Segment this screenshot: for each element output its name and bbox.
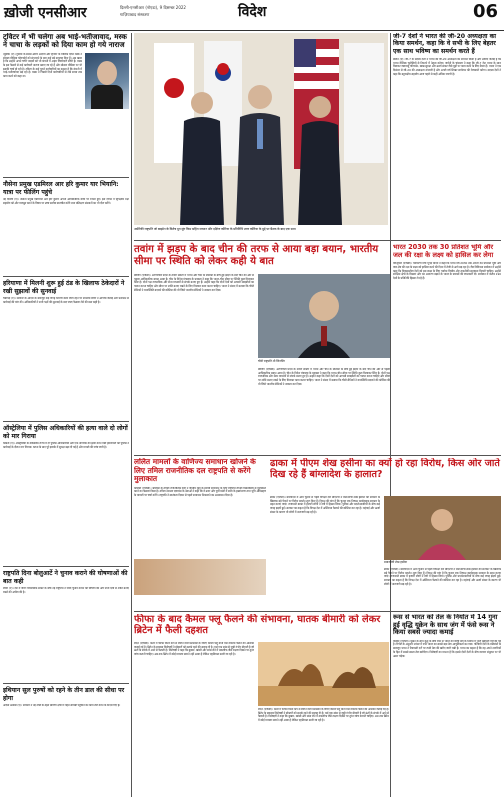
twitter-article — [3, 33, 129, 173]
sukhdev-headline: हरियाणा में मिलनी शुरू हुई ठंड के खिलाफ ठेकेदारों ने रखी सुझावों की सुनवाई — [3, 280, 125, 295]
g20-article — [393, 33, 501, 238]
main-photo-caption: अमेरिकी राष्ट्रपति जो बाइडेन के विशेष दूत सुंग किम सहित जापान और दक्षिण कोरिया के प्रतिनिधि उत्तर कोरिया के मुद्दे पर बैठक के बाद एक साथ — [134, 227, 296, 231]
tamil-article — [134, 458, 266, 608]
fifa-body-cont-text: लंदन (एजेंसी)। कतर में फीफा विश्व कप से लौटने वाले प्रशंसकों के जरिए कैमल फ्लू यानी मर्स वायरस फैलने की आशंका जताई गई है। ब्रिटेन के स्वास्थ्य विशेषज्ञों ने डॉक्टरों को सतर्क रहने की सलाह दी है। मर्स एक सांस से जुड़ी गंभीर बीमारी है जो ऊंटों के संपर्क में आने से फैलती है। विशेषज्ञों ने कहा कि बुखार, खांसी और सांस लेने में तकलीफ जैसे लक्षण दिखने पर तुरंत जांच करानी चाहिए। अब तक ब्रिटेन में कोई मामला सामने नहीं आया है लेकिन एहतियात बरती जा रही है। — [258, 708, 389, 723]
left-column — [3, 33, 129, 797]
twitter-body: न्यूयॉर्क (ए)। दुनिया के सबसे अमीर आदमी और ट्विटर के मालिक एलन मस्क ने सोशल मीडिया प्लेटफॉर्म को संभालने के बाद कई बड़े बदलाव किए हैं। अब खबर है कि उन्होंने अपने चचेरे भाइयों को भी कंपनी में अहम जिम्मेदारी सौंपी है। मस्क के इस फैसले से कई कर्मचारी नाराज बताए जा रहे हैं और सोशल मीडिया पर भी इसकी चर्चा हो रही है। ट्विटर के कई पुराने कर्मचारियों का कहना है कि कंपनी में भाई-भतीजावाद बढ़ रहा है। मस्क ने पिछले दिनों कर्मचारियों से लंबे समय तक काम करने को कहा था। — [3, 52, 82, 79]
russia-vote-body: लीमा (ए)। देश में जारी राजनीतिक संकट के बीच नई राष्ट्रपति ने जल्द चुनाव कराने की घोषणा की और सभी दलों से शांति बनाए रखने की अपील की है। — [3, 586, 129, 594]
nauru-headline: नौसेना प्रमुख एडमिरल आर हरि कुमार यार भियानि: यात्रा पर फीलिंग पहुंचे — [3, 181, 119, 196]
musk-photo — [85, 53, 129, 109]
hasina-caption: प्रधानमंत्री शेख हसीना — [384, 560, 408, 564]
tawang-body-cont — [258, 368, 390, 450]
xi-caption: चीनी राष्ट्रपति शी जिनपिंग — [258, 359, 285, 363]
masthead-edition: गाज़ियाबाद संस्करण — [120, 12, 150, 17]
fifa-body: लंदन (एजेंसी)। कतर में फीफा विश्व कप से लौटने वाले प्रशंसकों के जरिए कैमल फ्लू यानी मर्स वायरस फैलने की आशंका जताई गई है। ब्रिटेन के स्वास्थ्य विशेषज्ञों ने डॉक्टरों को सतर्क रहने की सलाह दी है। मर्स एक सांस से जुड़ी गंभीर बीमारी है जो ऊंटों के संपर्क में आने से फैलती है। विशेषज्ञों ने कहा कि बुखार, खांसी और सांस लेने में तकलीफ जैसे लक्षण दिखने पर तुरंत जांच करानी चाहिए। अब तक ब्रिटेन में कोई मामला सामने नहीं आया है लेकिन एहतियात बरती जा रही है। — [134, 642, 254, 657]
australia-article — [3, 425, 129, 561]
tawang-body-cont-text: बीजिंग (एजेंसी)। अरुणाचल प्रदेश के तवांग सेक्टर में भारत और चीन के सैनिकों के बीच हुई झड़प के बाद चीन की ओर से पहला आधिकारिक बयान आया है। चीन के विदेश मंत्रालय के प्रवक्ता ने कहा कि भारत-चीन सीमा पर स्थिति कुल मिलाकर स्थिर है। दोनों पक्ष राजनयिक और सैन्य माध्यमों से संपर्क बनाए हुए हैं। उन्होंने कहा कि दोनों देशों को आपसी समझौतों का पालन करना चाहिए और सीमा पर शांति बनाए रखने के लिए मिलकर काम करना चाहिए। भारत ने संसद में बताया कि चीनी सैनिकों ने यथास्थिति बदलने की कोशिश की थी जिसे भारतीय सैनिकों ने नाकाम कर दिया। — [258, 368, 390, 386]
russia-vote-article — [3, 570, 129, 678]
nauru-body: नई दिल्ली (ए)। नौसेना प्रमुख एडमिरल आर हरि कुमार अपनी आधिकारिक यात्रा पर रवाना हुए। इस दौरान वे द्विपक्षीय रक्षा सहयोग को और मजबूत करने के विषय पर उच्च स्तरीय बातचीत करेंगे तथा प्रशिक्षण संस्थानों का भी दौरा करेंगे। — [3, 197, 129, 205]
russia-oil-body: मॉस्को (एजेंसी)। यूक्रेन के साथ युद्ध के बीच रूस से भारत को कच्चे तेल के निर्यात में भारी बढ़ोतरी दर्ज की गई है। रिपोर्ट के अनुसार नवंबर में रूस भारत का सबसे बड़ा तेल आपूर्तिकर्ता बन गया। पश्चिमी देशों के प्रतिबंधों के बावजूद भारत ने रियायती दरों पर रूसी तेल की खरीद जारी रखी है। भारत का कहना है कि वह अपने नागरिकों के हित में सबसे सस्ता तेल खरीदेगा। विशेषज्ञों का मानना है कि इससे दोनों देशों के बीच व्यापार संतुलन पर भी असर पड़ेगा। — [393, 639, 501, 658]
bangladesh-headline: ढाका में पीएम शेख हसीना का क्यों हो रहा विरोध, किस ओर जाते दिख रहे हैं बांग्लादेश के हालात? — [270, 458, 500, 481]
bangladesh-body-cont-text: ढाका (एजेंसी)। बांग्लादेश में आम चुनाव से पहले विपक्षी दल बीएनपी ने प्रधानमंत्री शेख हसीना की सरकार के खिलाफ बड़े पैमाने पर विरोध प्रदर्शन शुरू किए हैं। विपक्ष की मांग है कि चुनाव एक निष्पक्ष कार्यवाहक सरकार के तहत कराए जाएं। राजधानी ढाका में हजारों लोगों ने रैली में हिस्सा लिया। पुलिस और प्रदर्शनकारियों के बीच कई जगह झड़पें हुईं। सरकार का कहना है कि विपक्ष देश में अस्थिरता फैलाने की कोशिश कर रहा है। महंगाई और ऊर्जा संकट के कारण भी लोगों में नाराजगी बढ़ रही है। — [384, 568, 501, 586]
tamil-photo — [134, 559, 266, 595]
bottom-left-headline: इथियान सुल पुरुषों को रहने के तीन डाल की सीधा पर होगा — [3, 687, 125, 702]
twitter-headline: ट्विटर में भी चलेगा अब भाई-भतीजावाद, मस्क ने चाचा के लड़कों को दिया काम हो गये नाराज — [3, 33, 127, 50]
russia-oil-article — [393, 614, 501, 798]
india2030-article — [393, 244, 501, 452]
camel-photo — [258, 642, 389, 706]
diplomats-photo — [134, 33, 388, 225]
bangladesh-article — [270, 458, 501, 608]
sukhdev-body: चंडीगढ़ (ए)। सरकार के आदेश के बावजूद कई जगह निर्माण कार्य जारी रहने पर स्थानीय लोगों ने आपत्ति जताई और प्रशासन से कार्रवाई की मांग की। अधिकारियों ने सभी पक्षों की सुनवाई के बाद जल्द फैसला लेने की बात कही है। — [3, 296, 129, 304]
masthead-brand: ख़ोजी एनसीआर — [4, 5, 87, 21]
tawang-body: बीजिंग (एजेंसी)। अरुणाचल प्रदेश के तवांग सेक्टर में भारत और चीन के सैनिकों के बीच हुई झड़प के बाद चीन की ओर से पहला आधिकारिक बयान आया है। चीन के विदेश मंत्रालय के प्रवक्ता ने कहा कि भारत-चीन सीमा पर स्थिति कुल मिलाकर स्थिर है। दोनों पक्ष राजनयिक और सैन्य माध्यमों से संपर्क बनाए हुए हैं। उन्होंने कहा कि दोनों देशों को आपसी समझौतों का पालन करना चाहिए और सीमा पर शांति बनाए रखने के लिए मिलकर काम करना चाहिए। भारत ने संसद में बताया कि चीनी सैनिकों ने यथास्थिति बदलने की कोशिश की थी जिसे भारतीय सैनिकों ने नाकाम कर दिया। — [134, 274, 254, 292]
masthead-dateline: दिल्ली-एनसीआर (नोएडा), 9 दिसम्बर 2022 — [120, 5, 186, 10]
tamil-headline: ललित मामलों के वाणिज्य समाधान खोजने के लिए तमिल राजनीतिक दल राष्ट्रपति से करेंगे मुलाकात — [134, 458, 256, 484]
hasina-photo — [384, 496, 501, 560]
main-photo — [134, 33, 388, 225]
india2030-body: मॉन्ट्रियल (एजेंसी)। पर्यावरण मंत्री भूपेंद्र यादव ने कहा कि भारत वर्ष 2030 तक अपनी 30 प्रतिशत भूमि और जल क्षेत्र की रक्षा के लक्ष्य को हासिल करने की दिशा में तेजी से आगे बढ़ रहा है। जैव विविधता सम्मेलन में उन्होंने कहा कि विकासशील देशों को इस लक्ष्य के लिए पर्याप्त वित्तीय और तकनीकी सहायता मिलनी चाहिए। उन्होंने संरक्षित क्षेत्रों के विस्तार और वन आवरण बढ़ाने के भारत के प्रयासों की जानकारी दी। सम्मेलन में करीब 190 देशों के प्रतिनिधि हिस्सा ले रहे हैं। — [393, 262, 501, 280]
xi-photo — [258, 274, 390, 358]
india2030-headline: भारत 2030 तक 30 प्रतिशत भूमि और जल की रक्षा के लक्ष्य को हासिल कर लेगा — [393, 244, 494, 259]
xi-jinping-photo — [258, 274, 390, 358]
masthead — [0, 0, 504, 31]
g20-body: बर्लिन (ए)। जी-7 के सदस्य देशों ने भारत की जी-20 अध्यक्षता का समर्थन किया है और उम्मीद जताई है कि भारत वैश्विक चुनौतियों से निपटने में नेतृत्व करेगा। जर्मनी के चांसलर ने कहा कि जी-7 देश भारत के साथ मिलकर जलवायु परिवर्तन, खाद्य सुरक्षा और ऊर्जा संकट जैसे मुद्दों पर काम करने के लिए तैयार हैं। भारत ने एक दिसंबर से जी-20 की अध्यक्षता संभाली है और अगले वर्ष शिखर सम्मेलन की मेजबानी करेगा। सदस्य देशों ने कहा कि बहुपक्षीय सहयोग आज पहले से कहीं अधिक जरूरी है। — [393, 57, 501, 76]
tamil-body: कोलंबो (एजेंसी)। श्रीलंका के तमिल राजनीतिक दलों ने जातीय मुद्दों के स्थायी समाधान के लिए राष्ट्रपति रानिल विक्रमसिंघे से मुलाकात करने का फैसला किया है। तमिल नेशनल एलायंस के नेताओं ने कहा कि वे उत्तर और पूर्वी प्रांतों में सत्ता के हस्तांतरण तथा भूमि अधिग्रहण के मामलों पर चर्चा करेंगे। राष्ट्रपति ने स्वतंत्रता दिवस से पहले समाधान निकालने का आश्वासन दिया है। — [134, 486, 266, 498]
g20-headline: जी-7 देशों ने भारत की जी-20 अध्यक्षता का किया समर्थन, कहा कि वे सभी के लिए बेहतर एक साथ भविष्य का समर्थन करते हैं — [393, 33, 496, 55]
bottom-left-article — [3, 687, 129, 753]
bottom-left-body: अदीस अबाबा (ए)। सरकार ने नई नीति के तहत ग्रामीण क्षेत्रों में राहत सामग्री पहुंचाने का काम तेज करने के निर्देश दिए हैं। — [3, 703, 121, 707]
bangladesh-body-cont — [384, 568, 501, 606]
fifa-headline: फीफा के बाद कैमल फ्लू फैलने की संभावना, घातक बीमारी को लेकर ब्रिटेन में फैली दहशत — [134, 614, 381, 637]
russia-oil-headline: रूस से भारत को तेल के निर्यात में 14 गुना हुई वृद्धि यूक्रेन के साथ जंग में फंसे रूस ने किया सबसे ज्यादा कमाई — [393, 614, 498, 637]
australia-headline: ऑस्ट्रेलिया में पुलिस अधिकारियों की हत्या वाले दो लोगों को मार गिराया — [3, 425, 128, 440]
fifa-article — [134, 614, 389, 798]
fifa-body-cont — [258, 708, 389, 796]
sheikh-hasina-photo — [384, 496, 501, 560]
page-number: 06 — [472, 1, 498, 22]
nauru-article — [3, 181, 129, 271]
russia-vote-headline: राष्ट्रपति दिना बोलुआर्टे ने चुनाव कराने की घोषणाओं की बात कही — [3, 570, 128, 585]
section-title: विदेश — [238, 4, 267, 20]
bangladesh-body: ढाका (एजेंसी)। बांग्लादेश में आम चुनाव से पहले विपक्षी दल बीएनपी ने प्रधानमंत्री शेख हसीना की सरकार के खिलाफ बड़े पैमाने पर विरोध प्रदर्शन शुरू किए हैं। विपक्ष की मांग है कि चुनाव एक निष्पक्ष कार्यवाहक सरकार के तहत कराए जाएं। राजधानी ढाका में हजारों लोगों ने रैली में हिस्सा लिया। पुलिस और प्रदर्शनकारियों के बीच कई जगह झड़पें हुईं। सरकार का कहना है कि विपक्ष देश में अस्थिरता फैलाने की कोशिश कर रहा है। महंगाई और ऊर्जा संकट के कारण भी लोगों में नाराजगी बढ़ रही है। — [270, 496, 380, 514]
australia-body: सिडनी (ए)। ऑस्ट्रेलिया के क्वींसलैंड राज्य में दो पुलिस अधिकारियों और एक नागरिक की हत्या करने वाले हमलावरों को पुलिस ने कार्रवाई के दौरान मार गिराया। घटना के बाद पूरे इलाके में सुरक्षा बढ़ा दी गई है और मामले की जांच जारी है। — [3, 441, 129, 449]
sukhdev-article — [3, 280, 129, 416]
tawang-headline: तवांग में झड़प के बाद चीन की तरफ से आया बड़ा बयान, भारतीय सीमा पर स्थिति को लेकर कही ये बात — [134, 244, 379, 267]
camel-photo-art — [258, 642, 389, 706]
